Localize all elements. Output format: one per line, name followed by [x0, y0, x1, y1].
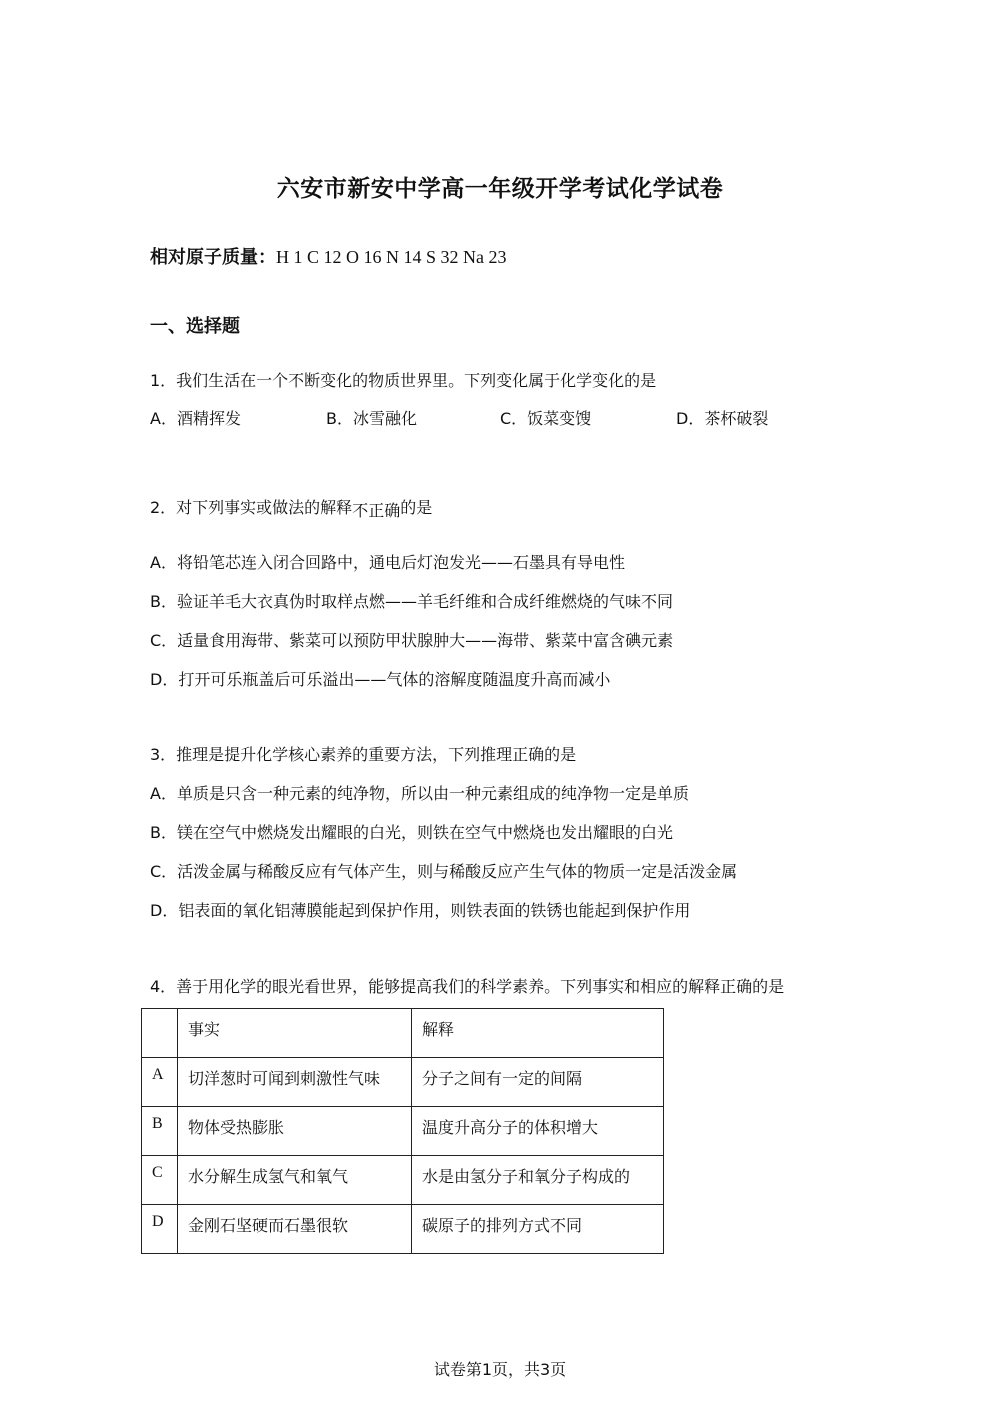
q2-option-a: A．将铅笔芯连入闭合回路中，通电后灯泡发光——石墨具有导电性 — [150, 553, 625, 572]
atomic-mass-line — [150, 243, 507, 269]
table-cell-fact: 切洋葱时可闻到刺激性气味 — [178, 1058, 412, 1107]
q3-option-c: C．活泼金属与稀酸反应有气体产生，则与稀酸反应产生气体的物质一定是活泼金属 — [150, 862, 738, 881]
table-cell-option: C — [142, 1156, 178, 1205]
q2-option-c: C．适量食用海带、紫菜可以预防甲状腺肿大——海带、紫菜中富含碘元素 — [150, 631, 674, 650]
exam-title: 六安市新安中学高一年级开学考试化学试卷 — [276, 176, 724, 202]
table-cell-explanation: 碳原子的排列方式不同 — [412, 1205, 664, 1254]
table-cell-explanation: 分子之间有一定的间隔 — [412, 1058, 664, 1107]
table-cell-option: B — [142, 1107, 178, 1156]
q2-stem — [150, 495, 432, 518]
table-cell-fact: 水分解生成氢气和氧气 — [178, 1156, 412, 1205]
table-cell-explanation: 温度升高分子的体积增大 — [412, 1107, 664, 1156]
q1-stem: 1．我们生活在一个不断变化的物质世界里。下列变化属于化学变化的是 — [150, 371, 657, 390]
atomic-mass-values: H 1 C 12 O 16 N 14 S 32 Na 23 — [276, 247, 507, 267]
section-title: 一、选择题 — [150, 316, 240, 337]
table-header-row — [142, 1009, 664, 1058]
q4-stem: 4．善于用化学的眼光看世界，能够提高我们的科学素养。下列事实和相应的解释正确的是 — [150, 977, 785, 996]
table-header-cell — [142, 1009, 178, 1058]
q3-option-d: D．铝表面的氧化铝薄膜能起到保护作用，则铁表面的铁锈也能起到保护作用 — [150, 901, 691, 920]
table-row — [142, 1205, 664, 1254]
atomic-mass-label: 相对原子质量： — [150, 247, 276, 268]
q2-stem-emphasis: 不正确 — [352, 501, 401, 520]
q2-stem-pre: 2．对下列事实或做法的解释 — [150, 498, 353, 517]
table-cell-fact: 金刚石坚硬而石墨很软 — [178, 1205, 412, 1254]
q2-option-d: D．打开可乐瓶盖后可乐溢出——气体的溶解度随温度升高而减小 — [150, 670, 611, 689]
table-row — [142, 1058, 664, 1107]
page-footer: 试卷第1页，共3页 — [433, 1360, 567, 1379]
table-header-cell: 解释 — [412, 1009, 664, 1058]
q4-table — [141, 1008, 664, 1254]
table-cell-fact: 物体受热膨胀 — [178, 1107, 412, 1156]
q3-stem: 3．推理是提升化学核心素养的重要方法，下列推理正确的是 — [150, 745, 577, 764]
q1-option-b: B．冰雪融化 — [326, 409, 417, 428]
table-row — [142, 1156, 664, 1205]
table-cell-option: D — [142, 1205, 178, 1254]
q3-option-b: B．镁在空气中燃烧发出耀眼的白光，则铁在空气中燃烧也发出耀眼的白光 — [150, 823, 673, 842]
table-row — [142, 1107, 664, 1156]
q1-option-c: C．饭菜变馊 — [500, 409, 592, 428]
q3-option-a: A．单质是只含一种元素的纯净物，所以由一种元素组成的纯净物一定是单质 — [150, 784, 689, 803]
q2-stem-post: 的是 — [400, 498, 433, 517]
q1-option-a: A．酒精挥发 — [150, 409, 241, 428]
q2-option-b: B．验证羊毛大衣真伪时取样点燃——羊毛纤维和合成纤维燃烧的气味不同 — [150, 592, 673, 611]
table-cell-explanation: 水是由氢分子和氧分子构成的 — [412, 1156, 664, 1205]
table-header-cell: 事实 — [178, 1009, 412, 1058]
table-cell-option: A — [142, 1058, 178, 1107]
q1-option-d: D．茶杯破裂 — [676, 409, 769, 428]
